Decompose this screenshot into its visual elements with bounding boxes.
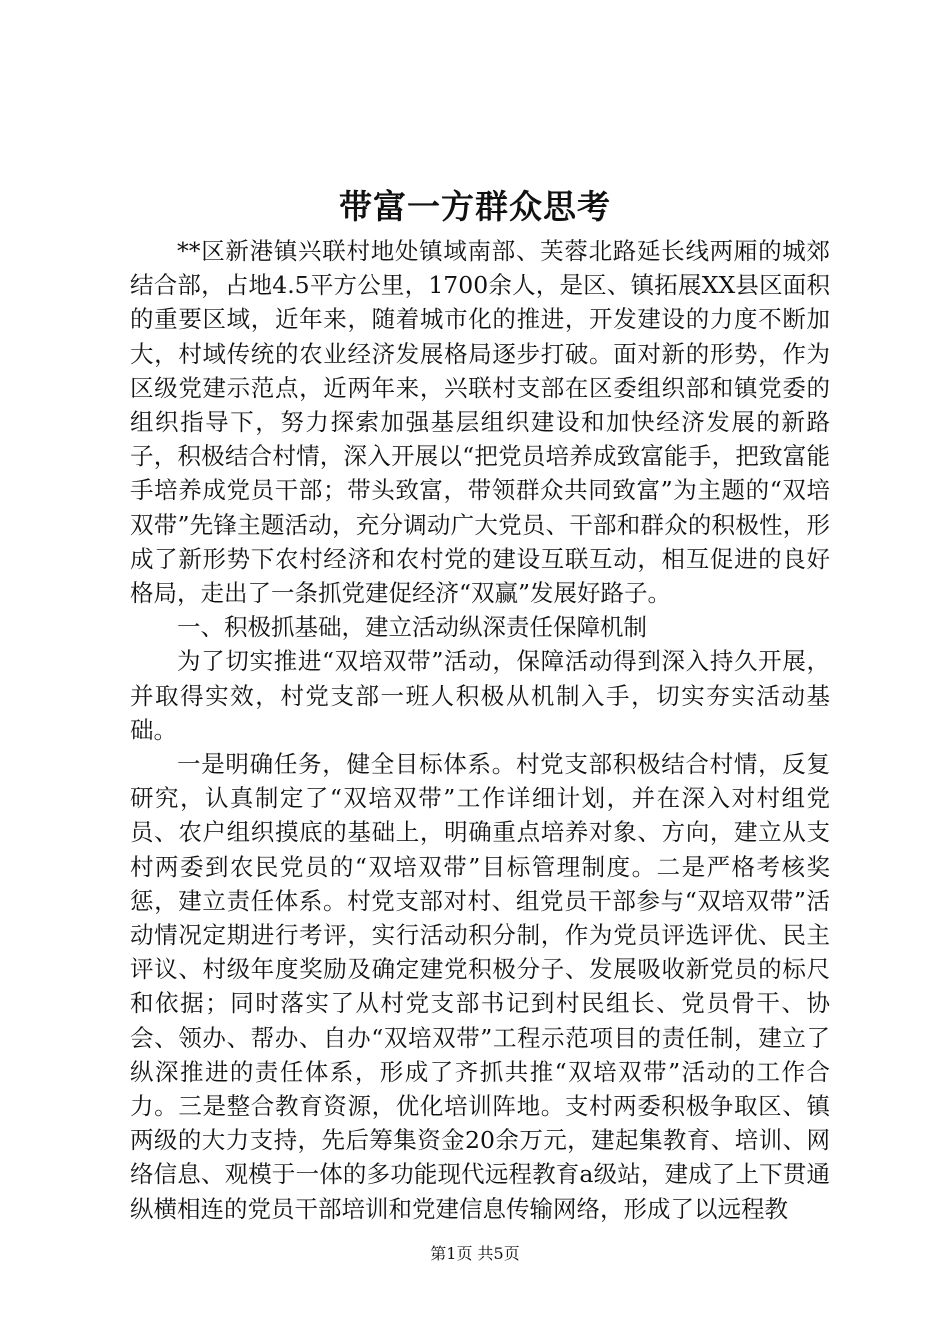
section-heading: 一、积极抓基础，建立活动纵深责任保障机制 xyxy=(177,613,647,642)
paragraph-measures: 一是明确任务，健全目标体系。村党支部积极结合村情，反复研究，认真制定了“双培双带”工作详细计划，并在深入对村组党员、农户组织摸底的基础上，明确重点培养对象、方向，建立从支村两委到农民党员的“双培双带”目标管理制度。二是严格考核奖惩，建立责任体系。村党支部对村、组党员干部参与“双培双带”活动情况定期进行考评，实行活动积分制，作为党员评选评优、民主评议、村级年度奖励及确定建党积极分子、发展吸收新党员的标尺和依据；同时落实了从村党支部书记到村民组长、党员骨干、协会、领办、帮办、自办“双培双带”工程示范项目的责任制，建立了纵深推进的责任体系，形成了齐抓共推“双培双带”活动的工作合力。三是整合教育资源，优化培训阵地。支村两委积极争取区、镇两级的大力支持，先后筹集资金20余万元，建起集教育、培训、网络信息、观模于一体的多功能现代远程教育a级站，建成了上下贯通纵横相连的党员干部培训和党建信息传输网络，形成了以远程教 xyxy=(130,750,830,1223)
document-body xyxy=(130,234,830,1226)
paragraph-intro: **区新港镇兴联村地处镇域南部、芙蓉北路延长线两厢的城郊结合部，占地4.5平方公里，1700余人，是区、镇拓展XX县区面积的重要区域，近年来，随着城市化的推进，开发建设的力度不断加大，村域传统的农业经济发展格局逐步打破。面对新的形势，作为区级党建示范点，近两年来，兴联村支部在区委组织部和镇党委的组织指导下，努力探索加强基层组织建设和加快经济发展的新路子，积极结合村情，深入开展以“把党员培养成致富能手，把致富能手培养成党员干部；带头致富，带领群众共同致富”为主题的“双培双带”先锋主题活动，充分调动广大党员、干部和群众的积极性，形成了新形势下农村经济和农村党的建设互联互动，相互促进的良好格局，走出了一条抓党建促经济“双赢”发展好路子。 xyxy=(130,237,830,608)
page-footer: 第1页 共5页 xyxy=(430,1244,520,1263)
page-title: 带富一方群众思考 xyxy=(339,187,611,226)
paragraph-section-intro: 为了切实推进“双培双带”活动，保障活动得到深入持久开展，并取得实效，村党支部一班人积极从机制入手，切实夯实活动基础。 xyxy=(130,647,830,744)
